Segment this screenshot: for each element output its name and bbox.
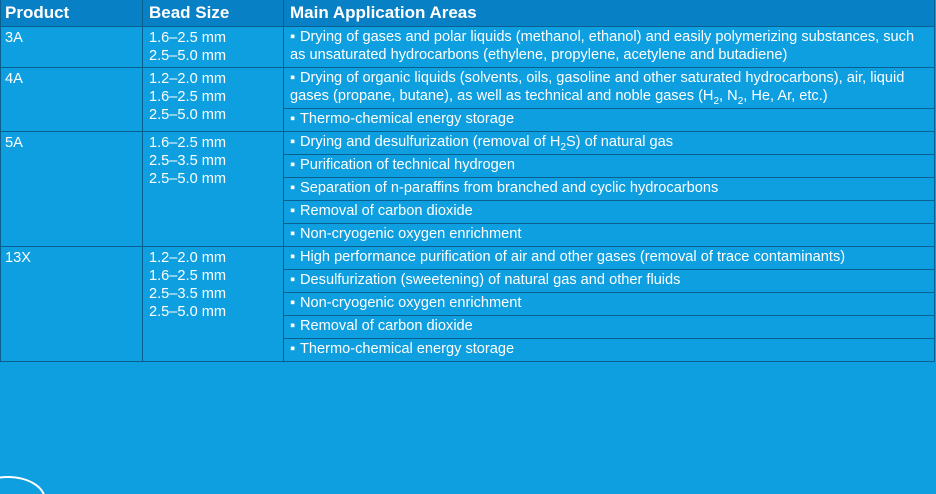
application-text-segment: Separation of n-paraffins from branched and cyclic hydrocarbons xyxy=(300,180,719,196)
bullet-icon: ▪ xyxy=(290,70,296,86)
bead-size-value: 2.5–5.0 mm xyxy=(149,304,227,320)
bullet-icon: ▪ xyxy=(290,157,296,173)
bead-size-cell xyxy=(143,132,284,247)
application-item xyxy=(284,177,934,200)
applications-cell xyxy=(284,132,935,247)
bead-size-value: 2.5–5.0 mm xyxy=(149,171,227,187)
application-item xyxy=(284,247,934,269)
product-cell: 13X xyxy=(1,247,143,362)
bullet-icon: ▪ xyxy=(290,318,296,334)
application-text-segment: , N xyxy=(719,88,738,104)
application-text-segment: Non-cryogenic oxygen enrichment xyxy=(300,226,522,242)
application-text-segment: , He, Ar, etc.) xyxy=(743,88,828,104)
bullet-icon: ▪ xyxy=(290,29,296,45)
bead-size-cell xyxy=(143,27,284,68)
application-text xyxy=(290,110,928,128)
bullet-icon: ▪ xyxy=(290,203,296,219)
application-item xyxy=(284,269,934,292)
application-text-segment: Drying and desulfurization (removal of H xyxy=(300,134,561,150)
bead-size-value: 2.5–3.5 mm xyxy=(149,286,227,302)
subscript: 2 xyxy=(713,96,720,107)
bullet-icon: ▪ xyxy=(290,111,296,127)
bead-size-value: 1.2–2.0 mm xyxy=(149,71,227,87)
bullet-icon: ▪ xyxy=(290,180,296,196)
application-text-segment: Desulfurization (sweetening) of natural gas and other fluids xyxy=(300,272,681,288)
application-text xyxy=(290,225,928,243)
application-text xyxy=(290,294,928,312)
application-item xyxy=(284,108,934,131)
application-text-segment: Removal of carbon dioxide xyxy=(300,203,473,219)
bullet-icon: ▪ xyxy=(290,341,296,357)
bullet-icon: ▪ xyxy=(290,134,296,150)
bead-size-value: 2.5–3.5 mm xyxy=(149,153,227,169)
column-header-bead-size: Bead Size xyxy=(143,0,284,27)
application-text-segment: Purification of technical hydrogen xyxy=(300,157,515,173)
bead-size-value: 1.2–2.0 mm xyxy=(149,250,227,266)
bead-size-value: 1.6–2.5 mm xyxy=(149,268,227,284)
application-item xyxy=(284,223,934,246)
application-text-segment: Drying of organic liquids (solvents, oils, gasoline and other saturated hydrocarbons), air, liquid gases (propane, butane), as well as technical and noble gases (H xyxy=(290,70,905,104)
bead-size-value: 2.5–5.0 mm xyxy=(149,107,227,123)
application-text xyxy=(290,271,928,289)
application-text xyxy=(290,317,928,335)
application-text xyxy=(290,248,928,266)
application-text xyxy=(290,69,928,105)
application-item xyxy=(284,315,934,338)
application-item xyxy=(284,292,934,315)
corner-decoration-arc xyxy=(0,476,46,494)
column-header-product: Product xyxy=(1,0,143,27)
bead-size-value: 1.6–2.5 mm xyxy=(149,30,227,46)
application-text xyxy=(290,156,928,174)
bead-size-value: 2.5–5.0 mm xyxy=(149,48,227,64)
table-row xyxy=(1,68,935,132)
application-text-segment: Non-cryogenic oxygen enrichment xyxy=(300,295,522,311)
bead-size-value: 1.6–2.5 mm xyxy=(149,135,227,151)
table-row xyxy=(1,132,935,247)
bullet-icon: ▪ xyxy=(290,226,296,242)
bullet-icon: ▪ xyxy=(290,272,296,288)
applications-cell xyxy=(284,27,935,68)
applications-cell xyxy=(284,68,935,132)
application-item xyxy=(284,154,934,177)
table-header-row xyxy=(1,0,935,27)
bead-size-cell xyxy=(143,68,284,132)
application-text xyxy=(290,202,928,220)
table-row xyxy=(1,27,935,68)
application-text-segment: Thermo-chemical energy storage xyxy=(300,111,515,127)
column-header-applications: Main Application Areas xyxy=(284,0,935,27)
application-text-segment: Thermo-chemical energy storage xyxy=(300,341,515,357)
application-text xyxy=(290,28,928,64)
product-cell: 4A xyxy=(1,68,143,132)
application-item xyxy=(284,27,934,67)
application-text-segment: Removal of carbon dioxide xyxy=(300,318,473,334)
applications-cell xyxy=(284,247,935,362)
application-item xyxy=(284,200,934,223)
application-text xyxy=(290,133,928,151)
subscript: 2 xyxy=(560,142,566,153)
bead-size-value: 1.6–2.5 mm xyxy=(149,89,227,105)
bullet-icon: ▪ xyxy=(290,249,296,265)
table-body xyxy=(1,27,935,362)
application-text-segment: S) of natural gas xyxy=(565,134,674,150)
product-cell: 3A xyxy=(1,27,143,68)
bullet-icon: ▪ xyxy=(290,295,296,311)
product-cell: 5A xyxy=(1,132,143,247)
application-item xyxy=(284,338,934,361)
application-text xyxy=(290,340,928,358)
table-row xyxy=(1,247,935,362)
application-text xyxy=(290,179,928,197)
bead-size-cell xyxy=(143,247,284,362)
application-item xyxy=(284,68,934,108)
application-text-segment: High performance purification of air and other gases (removal of trace contaminants) xyxy=(300,249,846,265)
application-text-segment: Drying of gases and polar liquids (methanol, ethanol) and easily polymerizing substances, such as unsaturated hydrocarbons (ethylene, propylene, acetylene and butadiene) xyxy=(290,29,915,63)
subscript: 2 xyxy=(737,96,744,107)
application-item xyxy=(284,132,934,154)
